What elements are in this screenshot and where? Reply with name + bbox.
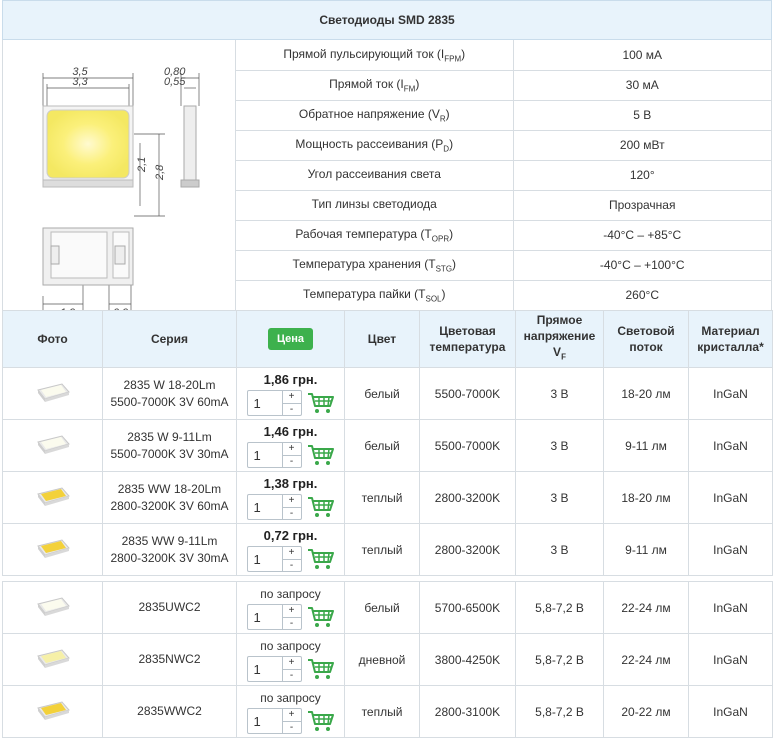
cct-cell: 5500-7000K bbox=[420, 420, 516, 472]
flux-cell: 20-22 лм bbox=[604, 686, 689, 738]
spec-row bbox=[236, 280, 771, 310]
spec-param-sub: OPR bbox=[431, 234, 450, 244]
cct-cell: 3800-4250K bbox=[420, 634, 516, 686]
series-line1: 2835 W 9-11Lm bbox=[127, 429, 212, 444]
led-icon bbox=[36, 648, 70, 668]
material-cell: InGaN bbox=[689, 582, 773, 634]
spec-value: 5 В bbox=[513, 100, 771, 130]
spec-param bbox=[236, 100, 513, 130]
spec-row bbox=[236, 40, 771, 70]
add-to-cart-icon[interactable] bbox=[307, 392, 335, 414]
photo-cell bbox=[3, 582, 103, 634]
material-cell: InGaN bbox=[689, 524, 773, 576]
dim-width-inner: 3,3 bbox=[72, 76, 88, 88]
decrement-button[interactable]: - bbox=[289, 721, 294, 733]
buy-controls bbox=[237, 390, 344, 416]
decrement-button[interactable]: - bbox=[289, 669, 294, 681]
spec-value: 120° bbox=[513, 160, 771, 190]
spec-param-text: Рабочая температура (T bbox=[295, 226, 432, 241]
price-value: 1,86 грн. bbox=[263, 372, 318, 387]
vf-cell: 3 В bbox=[516, 524, 604, 576]
photo-cell bbox=[3, 368, 103, 420]
increment-button[interactable]: + bbox=[283, 605, 301, 618]
series-line1: 2835 WW 18-20Lm bbox=[117, 481, 222, 496]
quantity-stepper[interactable] bbox=[247, 442, 302, 468]
spec-value: Прозрачная bbox=[513, 190, 771, 220]
series-line1: 2835 W 18-20Lm bbox=[123, 377, 216, 392]
series-cell bbox=[103, 634, 237, 686]
col-vf-line3: V bbox=[553, 345, 562, 360]
series-line2: 5500-7000K 3V 60mA bbox=[110, 394, 229, 409]
spec-param-sub: FM bbox=[403, 84, 416, 94]
spec-row bbox=[236, 130, 771, 160]
flux-cell: 22-24 лм bbox=[604, 634, 689, 686]
products-body bbox=[3, 368, 773, 738]
spec-param-sub: R bbox=[439, 114, 446, 124]
vf-cell: 5,8-7,2 В bbox=[516, 634, 604, 686]
spec-param-close: ) bbox=[415, 76, 420, 91]
spec-param-text: Тип линзы светодиода bbox=[311, 196, 437, 211]
spec-param-sub: D bbox=[443, 144, 450, 154]
col-vf-line2: напряжение bbox=[523, 329, 596, 344]
table-row bbox=[3, 524, 773, 576]
vf-cell: 3 В bbox=[516, 472, 604, 524]
color-cell: теплый bbox=[345, 472, 420, 524]
quantity-stepper[interactable] bbox=[247, 656, 302, 682]
price-on-request: по запросу bbox=[260, 639, 321, 653]
photo-cell bbox=[3, 634, 103, 686]
increment-button[interactable]: + bbox=[283, 443, 301, 456]
increment-button[interactable]: + bbox=[283, 547, 301, 560]
table-title: Светодиоды SMD 2835 bbox=[2, 0, 772, 40]
price-on-request: по запросу bbox=[260, 587, 321, 601]
spec-param bbox=[236, 70, 513, 100]
price-cell bbox=[237, 686, 345, 738]
flux-cell: 18-20 лм bbox=[604, 472, 689, 524]
col-cct bbox=[420, 311, 516, 368]
decrement-button[interactable]: - bbox=[289, 617, 294, 629]
dim-height-inner: 2,1 bbox=[136, 156, 148, 172]
spec-value: 100 мА bbox=[513, 40, 771, 70]
color-cell: теплый bbox=[345, 686, 420, 738]
col-series: Серия bbox=[103, 311, 237, 368]
spec-value: 260°C bbox=[513, 280, 771, 310]
price-cell bbox=[237, 368, 345, 420]
led-icon bbox=[36, 382, 70, 402]
table-row bbox=[3, 686, 773, 738]
spec-value: 200 мВт bbox=[513, 130, 771, 160]
buy-controls bbox=[237, 604, 344, 630]
spec-param-sub: STG bbox=[435, 264, 453, 274]
price-on-request: по запросу bbox=[260, 691, 321, 705]
col-cct-line2: температура bbox=[429, 340, 506, 354]
quantity-stepper[interactable] bbox=[247, 708, 302, 734]
table-header-row bbox=[3, 311, 773, 368]
stepper-buttons bbox=[282, 605, 301, 629]
material-cell: InGaN bbox=[689, 634, 773, 686]
led-photo bbox=[36, 382, 70, 402]
table-row bbox=[3, 472, 773, 524]
led-icon bbox=[36, 596, 70, 616]
buy-controls bbox=[237, 442, 344, 468]
spec-param bbox=[236, 250, 513, 280]
col-vf-line1: Прямое bbox=[536, 313, 583, 328]
spec-param bbox=[236, 280, 513, 310]
decrement-button[interactable]: - bbox=[289, 559, 294, 571]
col-flux-line1: Световой bbox=[617, 324, 675, 338]
photo-cell bbox=[3, 686, 103, 738]
buy-controls bbox=[237, 656, 344, 682]
price-cell bbox=[237, 524, 345, 576]
col-cct-line1: Цветовая bbox=[439, 324, 496, 338]
col-material-line1: Материал bbox=[701, 324, 760, 338]
spec-row bbox=[236, 70, 771, 100]
spec-param bbox=[236, 190, 513, 220]
series-line1: 2835WWC2 bbox=[137, 704, 202, 718]
spec-param-text: Прямой ток (I bbox=[329, 76, 404, 91]
series-line1: 2835 WW 9-11Lm bbox=[121, 533, 218, 548]
spec-param-close: ) bbox=[441, 286, 446, 301]
dim-side-outer: 0,80 bbox=[164, 66, 186, 78]
spec-value: 30 мА bbox=[513, 70, 771, 100]
series-cell bbox=[103, 686, 237, 738]
products-table bbox=[2, 310, 773, 738]
col-color: Цвет bbox=[345, 311, 420, 368]
spec-param-text: Температура хранения (T bbox=[292, 256, 436, 271]
spec-param-sub: FPM bbox=[444, 53, 462, 63]
dim-height-outer: 2,8 bbox=[154, 164, 166, 180]
price-cell bbox=[237, 582, 345, 634]
table-row bbox=[3, 582, 773, 634]
quantity-input[interactable] bbox=[248, 495, 282, 519]
led-photo bbox=[36, 538, 70, 558]
cct-cell: 2800-3200K bbox=[420, 524, 516, 576]
table-row bbox=[3, 368, 773, 420]
price-value: 1,38 грн. bbox=[263, 476, 318, 491]
color-cell: белый bbox=[345, 368, 420, 420]
led-photo bbox=[36, 486, 70, 506]
buy-controls bbox=[237, 708, 344, 734]
price-badge: Цена bbox=[268, 328, 313, 350]
spec-param-text: Угол рассеивания света bbox=[307, 166, 441, 181]
spec-param bbox=[236, 220, 513, 250]
led-photo bbox=[36, 648, 70, 668]
increment-button[interactable]: + bbox=[283, 709, 301, 722]
led-icon bbox=[36, 538, 70, 558]
price-value: 0,72 грн. bbox=[263, 528, 318, 543]
spec-param bbox=[236, 160, 513, 190]
quantity-stepper[interactable] bbox=[247, 494, 302, 520]
vf-cell: 5,8-7,2 В bbox=[516, 686, 604, 738]
cct-cell: 2800-3200K bbox=[420, 472, 516, 524]
vf-cell: 5,8-7,2 В bbox=[516, 582, 604, 634]
flux-cell: 22-24 лм bbox=[604, 582, 689, 634]
flux-cell: 9-11 лм bbox=[604, 524, 689, 576]
quantity-stepper[interactable] bbox=[247, 390, 302, 416]
col-material-line2: кристалла* bbox=[697, 340, 764, 354]
spec-param-close: ) bbox=[461, 46, 466, 61]
spec-table bbox=[236, 40, 771, 311]
photo-cell bbox=[3, 524, 103, 576]
buy-controls bbox=[237, 546, 344, 572]
cct-cell: 2800-3100K bbox=[420, 686, 516, 738]
spec-param-close: ) bbox=[445, 106, 450, 121]
decrement-button[interactable]: - bbox=[289, 507, 294, 519]
spec-param-close: ) bbox=[449, 226, 454, 241]
spec-row bbox=[236, 160, 771, 190]
led-photo bbox=[36, 700, 70, 720]
spec-row bbox=[236, 100, 771, 130]
quantity-input[interactable] bbox=[248, 443, 282, 467]
vf-cell: 3 В bbox=[516, 420, 604, 472]
cct-cell: 5500-7000K bbox=[420, 368, 516, 420]
series-line1: 2835UWC2 bbox=[138, 600, 201, 614]
col-price bbox=[237, 311, 345, 368]
add-to-cart-icon[interactable] bbox=[307, 548, 335, 570]
dim-side-inner: 0,55 bbox=[164, 76, 186, 88]
price-cell bbox=[237, 634, 345, 686]
decrement-button[interactable]: - bbox=[289, 403, 294, 415]
photo-cell bbox=[3, 420, 103, 472]
spec-param-text: Температура пайки (T bbox=[302, 286, 426, 301]
quantity-stepper[interactable] bbox=[247, 604, 302, 630]
col-flux-line2: поток bbox=[629, 340, 663, 354]
spec-param-text: Мощность рассеивания (P bbox=[295, 136, 444, 151]
series-cell bbox=[103, 368, 237, 420]
led-photo bbox=[36, 434, 70, 454]
spec-row bbox=[236, 190, 771, 220]
table-row bbox=[3, 634, 773, 686]
col-vf-sub: F bbox=[561, 352, 566, 362]
led-photo bbox=[36, 596, 70, 616]
quantity-input[interactable] bbox=[248, 657, 282, 681]
flux-cell: 18-20 лм bbox=[604, 368, 689, 420]
spec-section bbox=[2, 40, 772, 310]
material-cell: InGaN bbox=[689, 420, 773, 472]
photo-cell bbox=[3, 472, 103, 524]
material-cell: InGaN bbox=[689, 686, 773, 738]
series-cell bbox=[103, 420, 237, 472]
spec-value: -40°C – +100°C bbox=[513, 250, 771, 280]
col-photo: Фото bbox=[3, 311, 103, 368]
spec-param-sub: SOL bbox=[425, 294, 442, 304]
series-line1: 2835NWC2 bbox=[138, 652, 201, 666]
material-cell: InGaN bbox=[689, 472, 773, 524]
dim-width-outer: 3,5 bbox=[72, 66, 88, 78]
color-cell: теплый bbox=[345, 524, 420, 576]
material-cell: InGaN bbox=[689, 368, 773, 420]
quantity-input[interactable] bbox=[248, 605, 282, 629]
price-cell bbox=[237, 420, 345, 472]
color-cell: дневной bbox=[345, 634, 420, 686]
spec-param-text: Прямой пульсирующий ток (I bbox=[283, 46, 445, 61]
increment-button[interactable]: + bbox=[283, 657, 301, 670]
add-to-cart-icon[interactable] bbox=[307, 606, 335, 628]
series-cell bbox=[103, 524, 237, 576]
col-material bbox=[689, 311, 773, 368]
led-icon bbox=[36, 700, 70, 720]
series-line2: 2800-3200K 3V 30mA bbox=[110, 550, 229, 565]
led-icon bbox=[36, 486, 70, 506]
table-row bbox=[3, 420, 773, 472]
series-cell bbox=[103, 472, 237, 524]
stepper-buttons bbox=[282, 709, 301, 733]
stepper-buttons bbox=[282, 443, 301, 467]
led-icon bbox=[36, 434, 70, 454]
quantity-input[interactable] bbox=[248, 709, 282, 733]
color-cell: белый bbox=[345, 582, 420, 634]
spec-param-text: Обратное напряжение (V bbox=[298, 106, 440, 121]
series-cell bbox=[103, 582, 237, 634]
decrement-button[interactable]: - bbox=[289, 455, 294, 467]
series-line2: 2800-3200K 3V 60mA bbox=[110, 498, 229, 513]
led-dimension-diagram bbox=[3, 40, 236, 310]
spec-param-close: ) bbox=[452, 256, 457, 271]
add-to-cart-icon[interactable] bbox=[307, 710, 335, 732]
increment-button[interactable]: + bbox=[283, 391, 301, 404]
increment-button[interactable]: + bbox=[283, 495, 301, 508]
add-to-cart-icon[interactable] bbox=[307, 444, 335, 466]
col-flux bbox=[604, 311, 689, 368]
add-to-cart-icon[interactable] bbox=[307, 496, 335, 518]
spec-row bbox=[236, 220, 771, 250]
color-cell: белый bbox=[345, 420, 420, 472]
spec-param bbox=[236, 40, 513, 70]
quantity-stepper[interactable] bbox=[247, 546, 302, 572]
spec-param bbox=[236, 130, 513, 160]
quantity-input[interactable] bbox=[248, 547, 282, 571]
flux-cell: 9-11 лм bbox=[604, 420, 689, 472]
dimension-drawing bbox=[3, 40, 236, 310]
col-vf bbox=[516, 311, 604, 368]
stepper-buttons bbox=[282, 391, 301, 415]
price-cell bbox=[237, 472, 345, 524]
spec-row bbox=[236, 250, 771, 280]
spec-param-close: ) bbox=[449, 136, 454, 151]
spec-value: -40°C – +85°C bbox=[513, 220, 771, 250]
quantity-input[interactable] bbox=[248, 391, 282, 415]
cct-cell: 5700-6500K bbox=[420, 582, 516, 634]
stepper-buttons bbox=[282, 657, 301, 681]
vf-cell: 3 В bbox=[516, 368, 604, 420]
series-line2: 5500-7000K 3V 30mA bbox=[110, 446, 229, 461]
add-to-cart-icon[interactable] bbox=[307, 658, 335, 680]
price-value: 1,46 грн. bbox=[263, 424, 318, 439]
stepper-buttons bbox=[282, 495, 301, 519]
stepper-buttons bbox=[282, 547, 301, 571]
buy-controls bbox=[237, 494, 344, 520]
